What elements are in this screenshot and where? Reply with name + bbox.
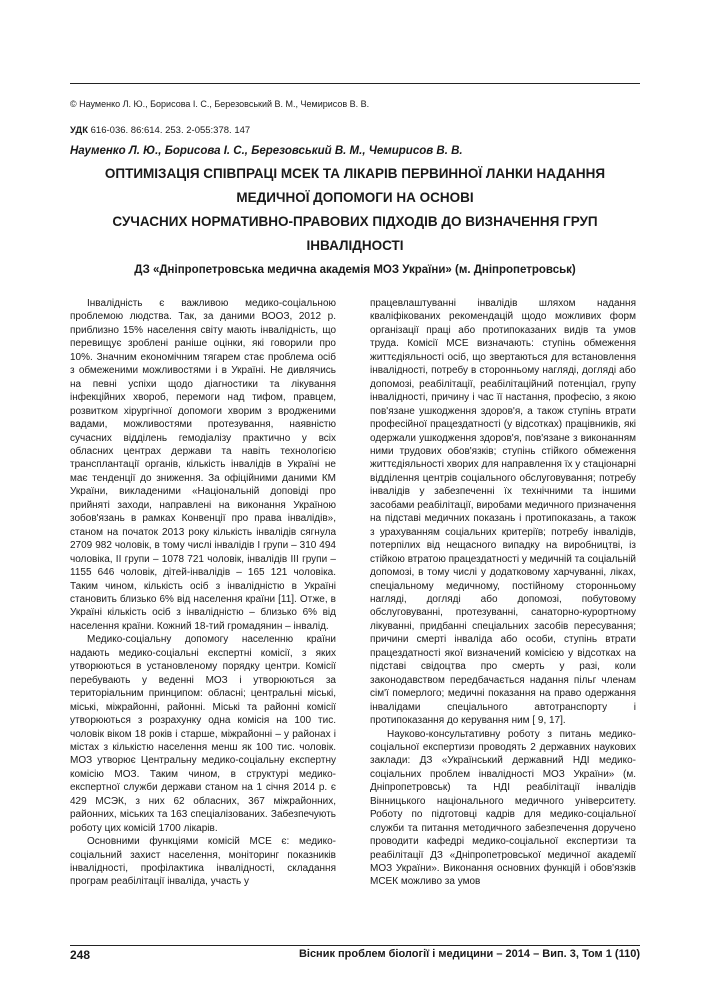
right-column — [370, 297, 636, 889]
paragraph: Інвалідність є важливою медико-соціальною проблемою людства. Так, за даними ВООЗ, 2012 р. приблизно 15% населення світу мають інвалідність, що перевищує зроблені раніше оцінки, які говорили про 10%. Значним економічним тягарем стає проблема осіб з обмеженими можливостями і в Україні. Не дивлячись на певні успіхи щодо діагностики та лікування інфекційних хвороб, перемоги над тифом, правцем, розвитком хірургічної допомоги хворим з вродженими вадами, можливостями протезування, наявністю сучасних відділень гемодіалізу практично у всіх обласних центрах держави та навіть технологією трансплантації органів, кількість інвалідів в Україні не має тенденції до зниження. За офіційними даними КМ України, викладеними «Національній доповіді про прийняті заходи, направлені на виконання Україною зобов'язань в рамках Конвенції про права інвалідів», станом на початок 2013 року кількість інвалідів сягнула 2709 982 чоловік, в тому числі інвалідів І групи – 310 494 чоловіка, ІІ групи – 1078 721 чоловік, інвалідів ІІІ групи – 1155 646 чоловік, дітей-інвалідів – 165 121 чоловіка. Таким чином, кількість осіб з інвалідністю в Україні становить близько 6% від населення країни [11]. Отже, в Україні кількість осіб з інвалідністю – близько 6% від населення країни. Кожний 18-тий громадянин – інвалід. — [70, 298, 336, 632]
udc-line — [70, 125, 250, 136]
paragraph: працевлаштуванні інвалідів шляхом надання кваліфікованих рекомендацій щодо можливих форм організації праці або протипоказаних видів та умов труда. Комісії МСЕ визначають: ступінь обмеження життєдіяльності осіб, що звертаються для встановлення інвалідності, потребу в сторонньому нагляді, догляді або допомозі, реабілітації, реабілітаційний потенціал, групу інвалідності, причину і час її настання, професію, з якою пов'язане ушкодження здоров'я, а також ступінь втрати професійної працездатності (у відсотках) працівників, які одержали ушкодження здоров'я, пов'язане з виконанням ними трудових обов'язків; ступінь стійкого обмеження життєдіяльності хворих для направлення їх у стаціонарні відділення центрів соціального обслуговування; потребу інвалідів у забезпеченні їх технічними та іншими засобами реабілітації, виробами медичного призначення на підставі медичних показань і протипоказань, а також з урахуванням соціальних критеріїв; потребу інвалідів, потерпілих від нещасного випадку на виробництві, із стійкою втратою працездатності у медичній та соціальній допомозі, в тому числі у додатковому харчуванні, ліках, спеціальному медичному, постійному сторонньому нагляді, догляді або допомозі, побутовому обслуговуванні, протезуванні, санаторно-курортному лікуванні, придбанні спеціальних засобів пересування; причини смерті інваліда або особи, ступінь втрати працездатності якої визначений комісією у відсотках на підставі свідоцтва про смерть у разі, коли законодавством передбачається надання пільг членам сім'ї померлого; медичні показання на право одержання інвалідами спеціального автотранспорту і протипоказання до керування ним [ 9, 17]. — [370, 298, 636, 727]
journal-footer: Вісник проблем біології і медицини – 2014 – Вип. 3, Том 1 (110) — [298, 948, 640, 960]
title-line: МЕДИЧНОЇ ДОПОМОГИ НА ОСНОВІ — [236, 190, 474, 205]
paragraph: Медико-соціальну допомогу населенню країни надають медико-соціальні експертні комісії, з яких утворюються в установленому порядку центри. Комісії перебувають у веденні МОЗ і утворюються за територіальним принципом: обласні; центральні міські, міські, міжрайонні, районні. Міські та районні комісії утворюються з розрахунку одна комісія на 100 тис. чоловік віком 18 років і старше, міжрайонні – у районах і містах з кількістю населення менш як 100 тис. чоловік. МОЗ утворює Центральну медико-соціальну експертну комісію МОЗ. Таким чином, в структурі медико-експертної служби держави станом на 1 січня 2014 р. є 429 МСЭК, з них 62 обласних, 367 міжрайонних, районних, міських та 163 спеціалізованих. Забезпечують роботу цих комісій 1700 лікарів. — [70, 634, 336, 834]
footer-rule — [70, 945, 640, 946]
authors-line: Науменко Л. Ю., Борисова І. С., Березовський В. М., Чемирисов В. В. — [70, 145, 463, 157]
title-line: СУЧАСНИХ НОРМАТИВНО-ПРАВОВИХ ПІДХОДІВ ДО ВИЗНАЧЕННЯ ГРУП — [112, 214, 598, 229]
title-line: ІНВАЛІДНОСТІ — [306, 238, 404, 253]
header-rule — [70, 83, 640, 84]
left-column — [70, 297, 336, 889]
paragraph: Науково-консультативну роботу з питань медико-соціальної експертизи проводять 2 державних наукових заклади: ДЗ «Український державний НДІ медико-соціальних проблем інвалідності МОЗ України» (м. Дніпропетровськ) та НДІ реабілітації інвалідів Вінницького національного медичного університету. Роботу по підготовці кадрів для медико-соціальної служби та питання методичного забезпечення доручено проводити кафедрі медико-соціальної експертизи та реабілітації ДЗ «Дніпропетровської медичної академії МОЗ України». Виконання основних функцій і обов'язків МСЕК можливо за умов — [370, 728, 636, 888]
page-number: 248 — [70, 948, 91, 962]
title-line: ОПТИМІЗАЦІЯ СПІВПРАЦІ МСЕК ТА ЛІКАРІВ ПЕРВИННОЇ ЛАНКИ НАДАННЯ — [104, 166, 606, 181]
affiliation: ДЗ «Дніпропетровська медична академія МОЗ України» (м. Дніпропетровськ) — [134, 264, 576, 276]
udc-value: 616-036. 86:614. 253. 2-055:378. 147 — [90, 125, 251, 136]
udc-label: УДК — [70, 125, 88, 136]
article-title — [70, 162, 640, 258]
copyright-line: © Науменко Л. Ю., Борисова І. С., Березовський В. М., Чемирисов В. В. — [70, 99, 370, 109]
paragraph: Основними функціями комісій МСЕ є: медико-соціальний захист населення, моніторинг показників інвалідності, профілактика інвалідності, складання програм реабілітації інваліда, участь у — [70, 836, 336, 888]
